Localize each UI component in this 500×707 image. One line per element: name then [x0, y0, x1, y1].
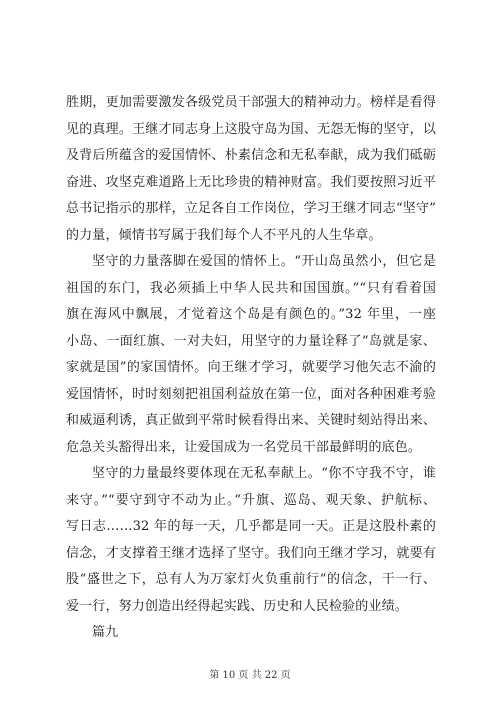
document-body: [66, 90, 436, 647]
text-line: 危急关头豁得出来，让爱国成为一名党员干部最鲜明的底色。: [66, 439, 422, 455]
section-heading: 篇九: [92, 625, 119, 640]
text-line: 总书记指示的那样，立足各自工作岗位，学习王继才同志“坚守”: [66, 201, 436, 216]
text-line: 坚守的力量最终要体现在无私奉献上。“你不守我不守，谁: [92, 466, 436, 481]
text-line: 奋进、攻坚克难道路上无比珍贵的精神财富。我们要按照习近平: [66, 174, 436, 190]
text-line: 及背后所蕴含的爱国情怀、朴素信念和无私奉献，成为我们砥砺: [66, 148, 436, 163]
text-line: 见的真理。王继才同志身上这股守岛为国、无怨无悔的坚守，以: [66, 121, 436, 137]
text-line: 和威逼利诱，真正做到平常时候看得出来、关键时刻站得出来、: [66, 413, 436, 428]
text-line: 的力量，倾情书写属于我们每个人不平凡的人生华章。: [66, 227, 382, 243]
text-line: 小岛、一面红旗、一对夫妇，用坚守的力量诠释了“岛就是家、: [66, 333, 436, 349]
text-line: 家就是国”的家国情怀。向王继才学习，就要学习他矢志不渝的: [66, 360, 436, 375]
text-line: 来守。”“要守到守不动为止。”升旗、巡岛、观天象、护航标、: [66, 492, 436, 508]
text-line: 信念，才支撑着王继才选择了坚守。我们向王继才学习，就要有: [66, 545, 436, 561]
text-line: 坚守的力量落脚在爱国的情怀上。“开山岛虽然小，但它是: [92, 254, 436, 269]
text-line: 祖国的东门，我必须插上中华人民共和国国旗。”“只有看着国: [66, 280, 436, 296]
text-line: 股“盛世之下，总有人为万家灯火负重前行”的信念，干一行、: [66, 572, 436, 587]
page-footer: 第 10 页 共 22 页: [209, 670, 291, 681]
text-line: 写日志……32 年的每一天，几乎都是同一天。正是这股朴素的: [66, 519, 436, 534]
text-line: 爱一行，努力创造出经得起实践、历史和人民检验的业绩。: [66, 598, 408, 614]
text-line: 爱国情怀，时时刻刻把祖国利益放在第一位，面对各种困难考验: [66, 386, 436, 402]
text-line: 胜期，更加需要激发各级党员干部强大的精神动力。榜样是看得: [66, 95, 436, 110]
text-line: 旗在海风中飘展，才觉着这个岛是有颜色的。”32 年里，一座: [66, 307, 436, 322]
